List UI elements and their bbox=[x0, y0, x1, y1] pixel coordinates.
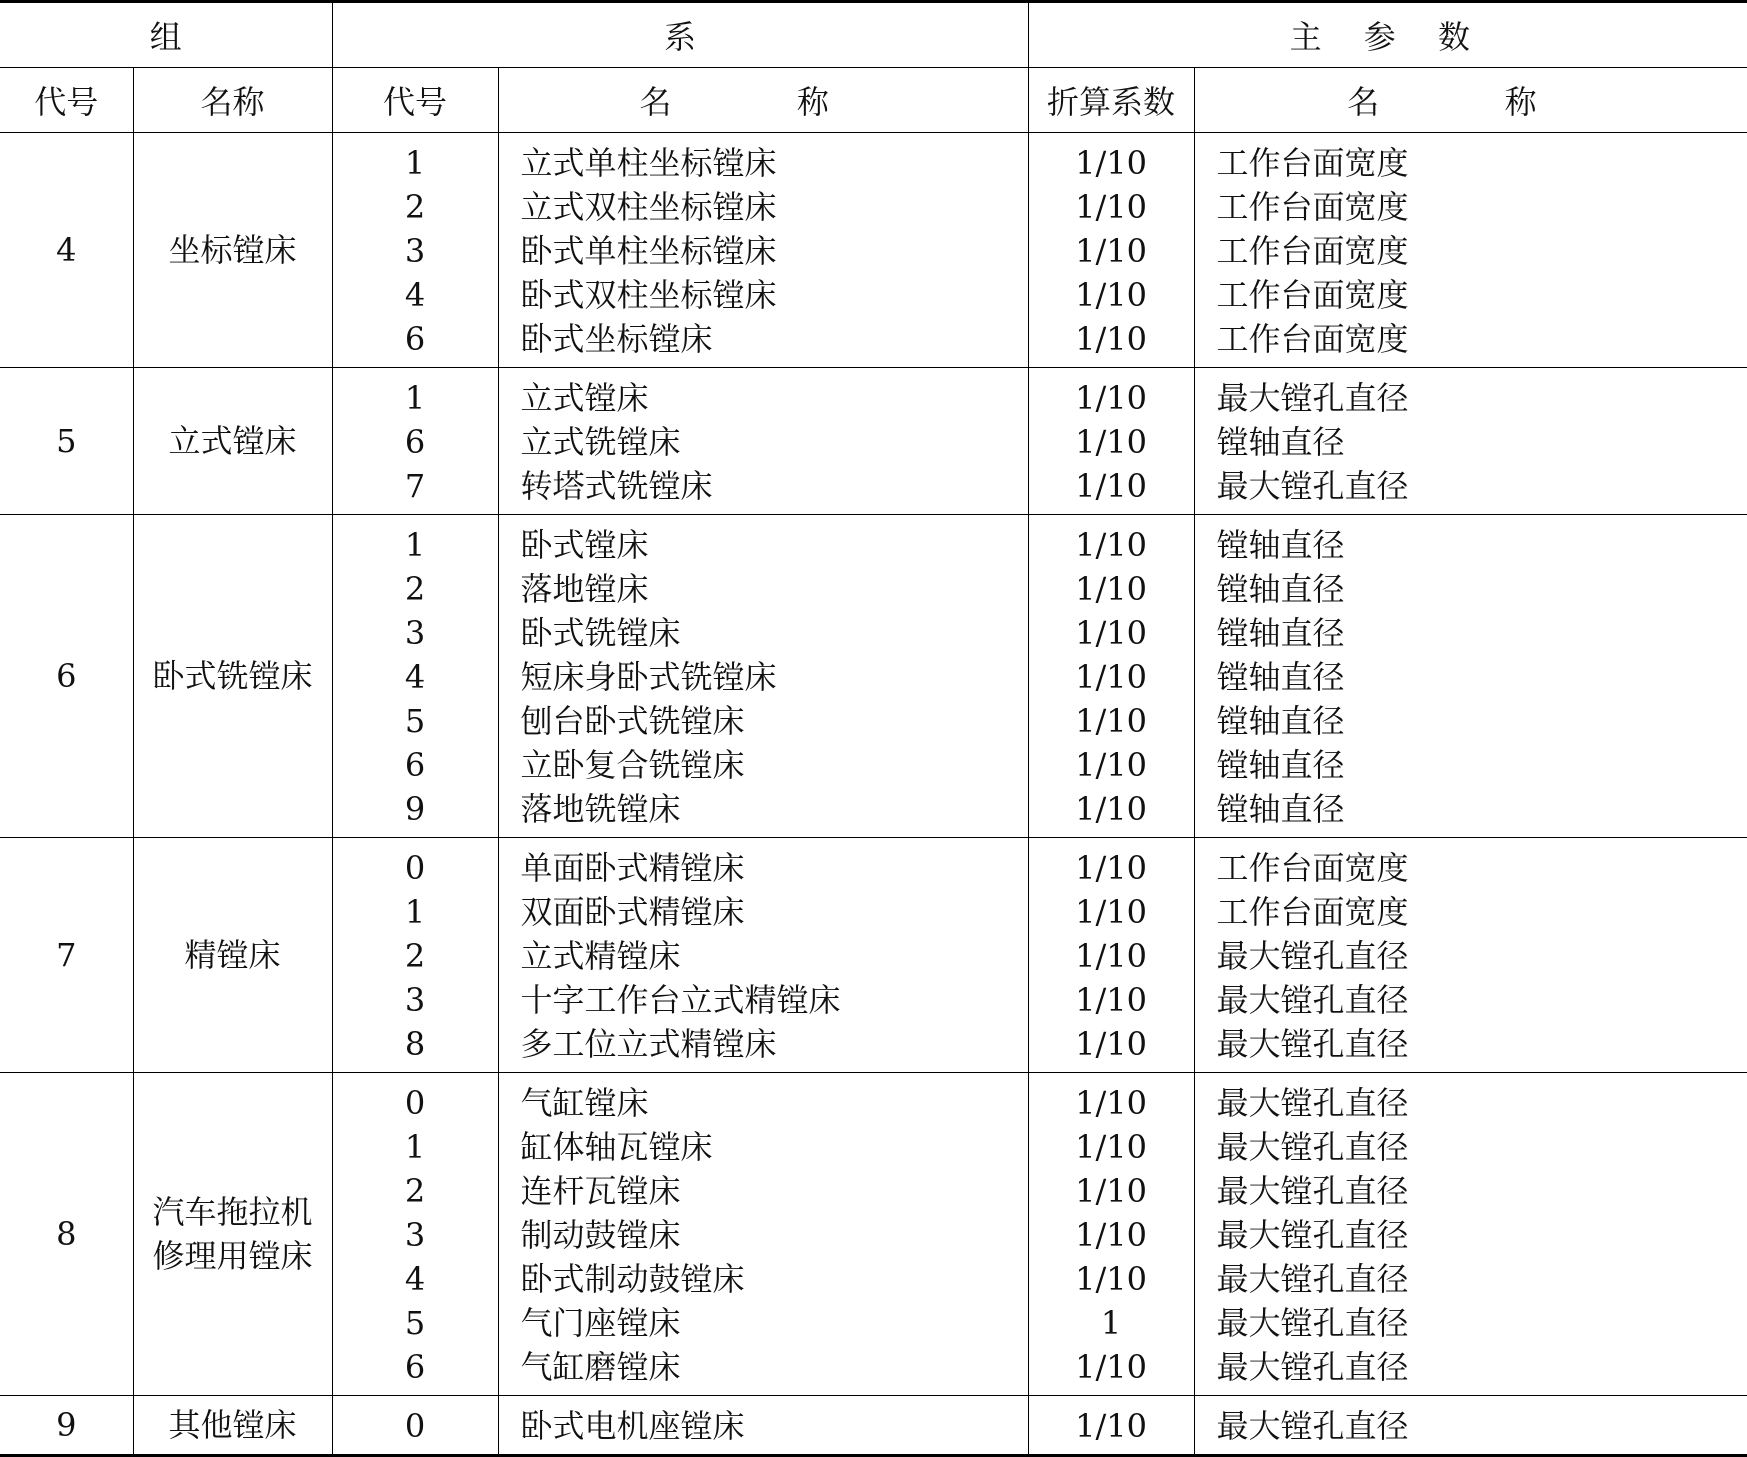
series-code: 8 bbox=[404, 1025, 426, 1063]
conversion-factor: 1/10 bbox=[1075, 1172, 1147, 1210]
group-name-line: 卧式铣镗床 bbox=[152, 657, 313, 695]
series-name-cell bbox=[498, 1073, 1028, 1396]
table-row bbox=[0, 133, 1747, 368]
param-name: 最大镗孔直径 bbox=[1216, 1025, 1409, 1063]
series-name: 刨台卧式铣镗床 bbox=[520, 702, 745, 740]
series-name: 卧式制动鼓镗床 bbox=[520, 1260, 745, 1298]
series-name: 单面卧式精镗床 bbox=[520, 849, 745, 887]
param-name-cell bbox=[1194, 1396, 1747, 1456]
series-code: 6 bbox=[404, 746, 426, 784]
param-name: 最大镗孔直径 bbox=[1216, 1172, 1409, 1210]
conversion-factor: 1/10 bbox=[1075, 702, 1147, 740]
conversion-factor: 1/10 bbox=[1075, 1128, 1147, 1166]
table-row bbox=[0, 1396, 1747, 1456]
conversion-factor: 1/10 bbox=[1075, 526, 1147, 564]
series-code: 4 bbox=[404, 276, 426, 314]
header-group: 组 bbox=[0, 2, 332, 68]
table-row bbox=[0, 515, 1747, 838]
conversion-factor: 1/10 bbox=[1075, 423, 1147, 461]
conversion-factor-cell bbox=[1028, 1073, 1194, 1396]
header-row-sub bbox=[0, 68, 1747, 133]
series-code: 5 bbox=[404, 1304, 426, 1342]
series-name-cell bbox=[498, 1396, 1028, 1456]
table-row bbox=[0, 838, 1747, 1073]
conversion-factor: 1/10 bbox=[1075, 937, 1147, 975]
series-code: 1 bbox=[404, 1128, 426, 1166]
param-name: 工作台面宽度 bbox=[1216, 188, 1409, 226]
param-name: 工作台面宽度 bbox=[1216, 276, 1409, 314]
group-name bbox=[133, 368, 332, 515]
series-name: 卧式单柱坐标镗床 bbox=[520, 232, 777, 270]
series-code: 3 bbox=[404, 1216, 426, 1254]
conversion-factor: 1/10 bbox=[1075, 614, 1147, 652]
param-name: 工作台面宽度 bbox=[1216, 144, 1409, 182]
conversion-factor-cell bbox=[1028, 515, 1194, 838]
series-name: 卧式坐标镗床 bbox=[520, 320, 713, 358]
series-code: 3 bbox=[404, 614, 426, 652]
series-code: 2 bbox=[404, 570, 426, 608]
param-name-cell bbox=[1194, 368, 1747, 515]
group-code: 5 bbox=[0, 368, 133, 515]
table-header bbox=[0, 2, 1747, 133]
series-name-cell bbox=[498, 133, 1028, 368]
table-row bbox=[0, 368, 1747, 515]
series-code-cell bbox=[332, 1396, 498, 1456]
group-code: 6 bbox=[0, 515, 133, 838]
series-code: 1 bbox=[404, 526, 426, 564]
series-code: 1 bbox=[404, 893, 426, 931]
series-code: 0 bbox=[404, 1084, 426, 1122]
series-code: 7 bbox=[404, 467, 426, 505]
param-name: 镗轴直径 bbox=[1216, 702, 1345, 740]
series-code-cell bbox=[332, 515, 498, 838]
series-name: 落地镗床 bbox=[520, 570, 649, 608]
series-name: 立式单柱坐标镗床 bbox=[520, 144, 777, 182]
series-code: 6 bbox=[404, 1348, 426, 1386]
param-name: 最大镗孔直径 bbox=[1216, 467, 1409, 505]
param-name: 工作台面宽度 bbox=[1216, 232, 1409, 270]
group-name-line: 修理用镗床 bbox=[152, 1237, 313, 1275]
group-code: 8 bbox=[0, 1073, 133, 1396]
series-code: 0 bbox=[404, 1407, 426, 1445]
header-param-name: 名 称 bbox=[1194, 68, 1747, 133]
series-code: 1 bbox=[404, 379, 426, 417]
series-name: 转塔式铣镗床 bbox=[520, 467, 713, 505]
series-name: 双面卧式精镗床 bbox=[520, 893, 745, 931]
series-name: 制动鼓镗床 bbox=[520, 1216, 681, 1254]
series-name: 卧式双柱坐标镗床 bbox=[520, 276, 777, 314]
conversion-factor: 1/10 bbox=[1075, 467, 1147, 505]
conversion-factor: 1/10 bbox=[1075, 790, 1147, 828]
header-series-code: 代号 bbox=[332, 68, 498, 133]
param-name: 工作台面宽度 bbox=[1216, 893, 1409, 931]
conversion-factor: 1/10 bbox=[1075, 1025, 1147, 1063]
param-name-cell bbox=[1194, 133, 1747, 368]
conversion-factor: 1/10 bbox=[1075, 276, 1147, 314]
conversion-factor: 1/10 bbox=[1075, 1260, 1147, 1298]
param-name: 镗轴直径 bbox=[1216, 658, 1345, 696]
conversion-factor-cell bbox=[1028, 133, 1194, 368]
param-name: 最大镗孔直径 bbox=[1216, 937, 1409, 975]
conversion-factor: 1/10 bbox=[1075, 144, 1147, 182]
series-code: 2 bbox=[404, 188, 426, 226]
conversion-factor: 1/10 bbox=[1075, 893, 1147, 931]
param-name: 最大镗孔直径 bbox=[1216, 1304, 1409, 1342]
series-name: 连杆瓦镗床 bbox=[520, 1172, 681, 1210]
series-code: 6 bbox=[404, 423, 426, 461]
group-name bbox=[133, 1396, 332, 1456]
series-code: 5 bbox=[404, 702, 426, 740]
group-name-line: 立式镗床 bbox=[168, 422, 297, 460]
conversion-factor: 1/10 bbox=[1075, 232, 1147, 270]
series-name: 缸体轴瓦镗床 bbox=[520, 1128, 713, 1166]
param-name: 镗轴直径 bbox=[1216, 526, 1345, 564]
series-code: 4 bbox=[404, 1260, 426, 1298]
conversion-factor: 1/10 bbox=[1075, 849, 1147, 887]
conversion-factor: 1/10 bbox=[1075, 746, 1147, 784]
series-name: 立式铣镗床 bbox=[520, 423, 681, 461]
conversion-factor: 1/10 bbox=[1075, 1084, 1147, 1122]
param-name: 最大镗孔直径 bbox=[1216, 1084, 1409, 1122]
param-name: 工作台面宽度 bbox=[1216, 320, 1409, 358]
series-code-cell bbox=[332, 368, 498, 515]
conversion-factor: 1 bbox=[1100, 1304, 1122, 1342]
series-code: 9 bbox=[404, 790, 426, 828]
conversion-factor: 1/10 bbox=[1075, 188, 1147, 226]
series-name: 气缸镗床 bbox=[520, 1084, 649, 1122]
table-row bbox=[0, 1073, 1747, 1396]
param-name-cell bbox=[1194, 1073, 1747, 1396]
conversion-factor-cell bbox=[1028, 838, 1194, 1073]
conversion-factor: 1/10 bbox=[1075, 1216, 1147, 1254]
group-name bbox=[133, 133, 332, 368]
series-name: 气缸磨镗床 bbox=[520, 1348, 681, 1386]
conversion-factor: 1/10 bbox=[1075, 379, 1147, 417]
header-series: 系 bbox=[332, 2, 1028, 68]
group-name-line: 精镗床 bbox=[184, 936, 281, 974]
series-code: 2 bbox=[404, 1172, 426, 1210]
series-code: 3 bbox=[404, 232, 426, 270]
series-name: 立式镗床 bbox=[520, 379, 649, 417]
header-factor: 折算系数 bbox=[1028, 68, 1194, 133]
param-name: 镗轴直径 bbox=[1216, 423, 1345, 461]
conversion-factor: 1/10 bbox=[1075, 1407, 1147, 1445]
group-name bbox=[133, 1073, 332, 1396]
param-name: 最大镗孔直径 bbox=[1216, 1407, 1409, 1445]
conversion-factor-cell bbox=[1028, 1396, 1194, 1456]
conversion-factor-cell bbox=[1028, 368, 1194, 515]
param-name: 镗轴直径 bbox=[1216, 614, 1345, 652]
param-name: 最大镗孔直径 bbox=[1216, 379, 1409, 417]
series-code: 4 bbox=[404, 658, 426, 696]
param-name-cell bbox=[1194, 838, 1747, 1073]
conversion-factor: 1/10 bbox=[1075, 570, 1147, 608]
param-name: 工作台面宽度 bbox=[1216, 849, 1409, 887]
series-name-cell bbox=[498, 368, 1028, 515]
series-code: 6 bbox=[404, 320, 426, 358]
param-name-cell bbox=[1194, 515, 1747, 838]
conversion-factor: 1/10 bbox=[1075, 658, 1147, 696]
series-name: 多工位立式精镗床 bbox=[520, 1025, 777, 1063]
table-body bbox=[0, 133, 1747, 1456]
param-name: 镗轴直径 bbox=[1216, 570, 1345, 608]
group-code: 7 bbox=[0, 838, 133, 1073]
group-name-line: 其他镗床 bbox=[168, 1406, 297, 1444]
param-name: 镗轴直径 bbox=[1216, 746, 1345, 784]
conversion-factor: 1/10 bbox=[1075, 1348, 1147, 1386]
series-name-cell bbox=[498, 515, 1028, 838]
series-code-cell bbox=[332, 838, 498, 1073]
series-code-cell bbox=[332, 133, 498, 368]
group-name bbox=[133, 515, 332, 838]
header-row-top bbox=[0, 2, 1747, 68]
series-name: 立式双柱坐标镗床 bbox=[520, 188, 777, 226]
group-code: 4 bbox=[0, 133, 133, 368]
param-name: 最大镗孔直径 bbox=[1216, 1128, 1409, 1166]
series-code-cell bbox=[332, 1073, 498, 1396]
series-name: 卧式镗床 bbox=[520, 526, 649, 564]
series-name: 气门座镗床 bbox=[520, 1304, 681, 1342]
param-name: 最大镗孔直径 bbox=[1216, 981, 1409, 1019]
series-name-cell bbox=[498, 838, 1028, 1073]
group-code: 9 bbox=[0, 1396, 133, 1456]
conversion-factor: 1/10 bbox=[1075, 981, 1147, 1019]
param-name: 最大镗孔直径 bbox=[1216, 1216, 1409, 1254]
param-name: 最大镗孔直径 bbox=[1216, 1260, 1409, 1298]
header-group-name: 名称 bbox=[133, 68, 332, 133]
series-code: 1 bbox=[404, 144, 426, 182]
series-name: 立卧复合铣镗床 bbox=[520, 746, 745, 784]
conversion-factor: 1/10 bbox=[1075, 320, 1147, 358]
series-name: 卧式电机座镗床 bbox=[520, 1407, 745, 1445]
series-code: 3 bbox=[404, 981, 426, 1019]
group-name-line: 坐标镗床 bbox=[168, 231, 297, 269]
series-name: 短床身卧式铣镗床 bbox=[520, 658, 777, 696]
header-series-name: 名 称 bbox=[498, 68, 1028, 133]
series-name: 十字工作台立式精镗床 bbox=[520, 981, 841, 1019]
series-name: 立式精镗床 bbox=[520, 937, 681, 975]
header-main-param: 主 参 数 bbox=[1028, 2, 1747, 68]
series-code: 2 bbox=[404, 937, 426, 975]
header-group-code: 代号 bbox=[0, 68, 133, 133]
series-code: 0 bbox=[404, 849, 426, 887]
series-name: 落地铣镗床 bbox=[520, 790, 681, 828]
param-name: 最大镗孔直径 bbox=[1216, 1348, 1409, 1386]
group-name-line: 汽车拖拉机 bbox=[152, 1193, 313, 1231]
group-name bbox=[133, 838, 332, 1073]
param-name: 镗轴直径 bbox=[1216, 790, 1345, 828]
series-name: 卧式铣镗床 bbox=[520, 614, 681, 652]
